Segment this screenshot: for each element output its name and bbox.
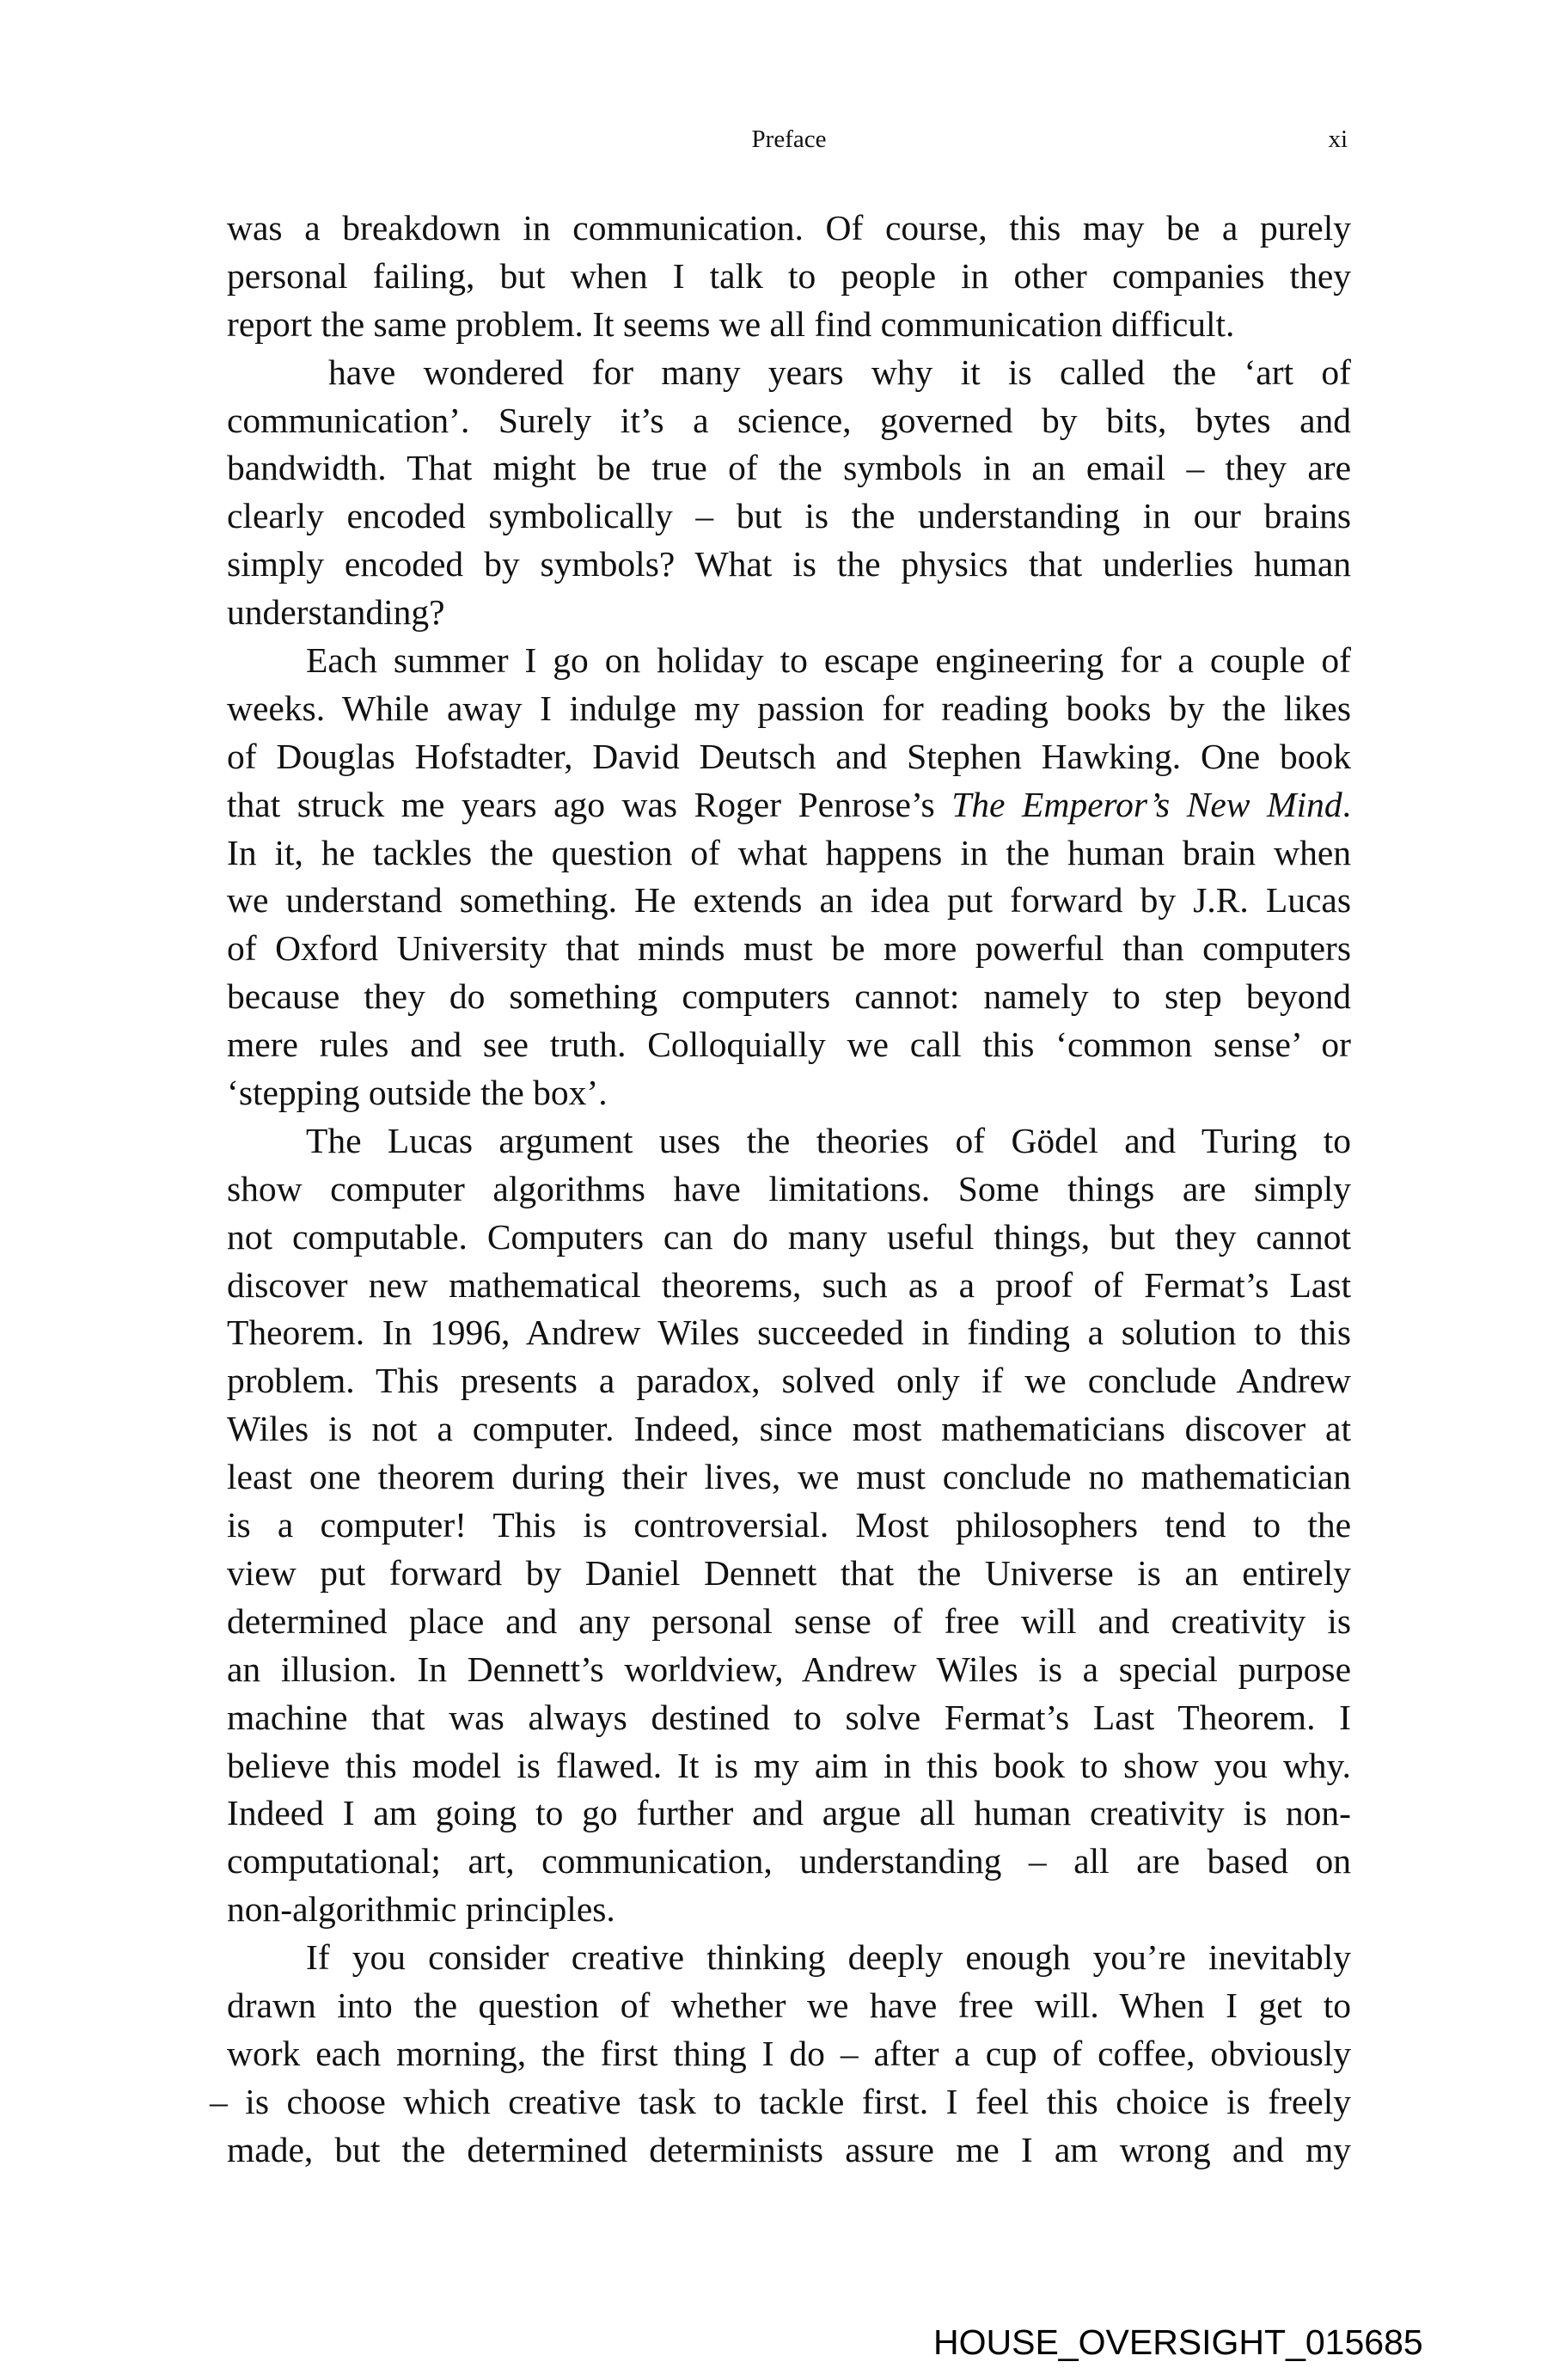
bates-stamp: HOUSE_OVERSIGHT_015685 — [933, 2322, 1423, 2362]
text-line: report the same problem. It seems we all find communication difficult. — [227, 303, 1235, 344]
text-line: Theorem. In 1996, Andrew Wiles succeeded in finding a solution to this — [227, 1312, 1351, 1353]
text-line: understanding? — [227, 592, 445, 633]
text-line: Each summer I go on holiday to escape engineering for a couple of — [306, 640, 1351, 681]
text-line: problem. This presents a paradox, solved only if we conclude Andrew — [227, 1361, 1351, 1401]
text-line: of Oxford University that minds must be more powerful than computers — [227, 928, 1351, 969]
text-line: discover new mathematical theorems, such as a proof of Fermat’s Last — [227, 1264, 1351, 1305]
running-title: Preface — [751, 125, 827, 153]
page-number: xi — [1328, 125, 1348, 153]
text-line: machine that was always destined to solve Fermat’s Last Theorem. I — [227, 1697, 1351, 1737]
book-title: The Emperor’s New Mind — [951, 784, 1342, 824]
text-line: we understand something. He extends an idea put forward by J.R. Lucas — [227, 880, 1351, 921]
text-line: Indeed I am going to go further and argue all human creativity is non- — [227, 1793, 1351, 1833]
text-line: an illusion. In Dennett’s worldview, Andrew Wiles is a special purpose — [227, 1649, 1351, 1689]
text-line: because they do something computers cannot: namely to step beyond — [227, 976, 1351, 1017]
text-line: ‘stepping outside the box’. — [227, 1073, 608, 1113]
text-line: personal failing, but when I talk to people in other companies they — [227, 255, 1351, 296]
text-line: clearly encoded symbolically – but is the understanding in our brains — [227, 496, 1351, 536]
text-line: bandwidth. That might be true of the symbols in an email – they are — [227, 448, 1351, 488]
text-line: simply encoded by symbols? What is the physics that underlies human — [227, 544, 1351, 584]
text-line: least one theorem during their lives, we must conclude no mathematician — [227, 1457, 1351, 1497]
text-line: is a computer! This is controversial. Most philosophers tend to the — [227, 1505, 1351, 1545]
text-line: not computable. Computers can do many useful things, but they cannot — [227, 1216, 1351, 1257]
text-line: Wiles is not a computer. Indeed, since most mathematicians discover at — [227, 1409, 1351, 1449]
text-line: drawn into the question of whether we have free will. When I get to — [227, 1985, 1351, 2025]
text-line: believe this model is flawed. It is my aim in this book to show you why. — [227, 1745, 1351, 1785]
text-line: view put forward by Daniel Dennett that the Universe is an entirely — [227, 1552, 1351, 1593]
running-head — [227, 120, 1351, 158]
text-line: show computer algorithms have limitations. Some things are simply — [227, 1168, 1351, 1208]
text-line: The Lucas argument uses the theories of Gödel and Turing to — [306, 1120, 1351, 1160]
text-line: weeks. While away I indulge my passion for reading books by the likes — [227, 688, 1351, 728]
text-line: – is choose which creative task to tackle first. I feel this choice is freely — [210, 2081, 1351, 2121]
text-line: that struck me years ago was Roger Penrose’s The Emperor’s New Mind. — [227, 784, 1351, 824]
text-line: made, but the determined determinists assure me I am wrong and my — [227, 2129, 1351, 2169]
body-text — [210, 205, 1351, 2175]
text-line: determined place and any personal sense of free will and creativity is — [227, 1600, 1351, 1641]
text-line: If you consider creative thinking deeply enough you’re inevitably — [306, 1937, 1351, 1978]
text-line: mere rules and see truth. Colloquially we call this ‘common sense’ or — [227, 1025, 1351, 1065]
text-line: work each morning, the first thing I do – after a cup of coffee, obviously — [227, 2033, 1351, 2073]
text-line: non-algorithmic principles. — [227, 1889, 615, 1930]
text-line: of Douglas Hofstadter, David Deutsch and Stephen Hawking. One book — [227, 736, 1351, 776]
text-line: was a breakdown in communication. Of course, this may be a purely — [227, 208, 1351, 248]
text-line: have wondered for many years why it is called the ‘art of — [328, 352, 1351, 392]
text-line: communication’. Surely it’s a science, governed by bits, bytes and — [227, 400, 1351, 440]
text-line: In it, he tackles the question of what happens in the human brain when — [227, 832, 1351, 872]
text-line: computational; art, communication, understanding – all are based on — [227, 1841, 1351, 1881]
